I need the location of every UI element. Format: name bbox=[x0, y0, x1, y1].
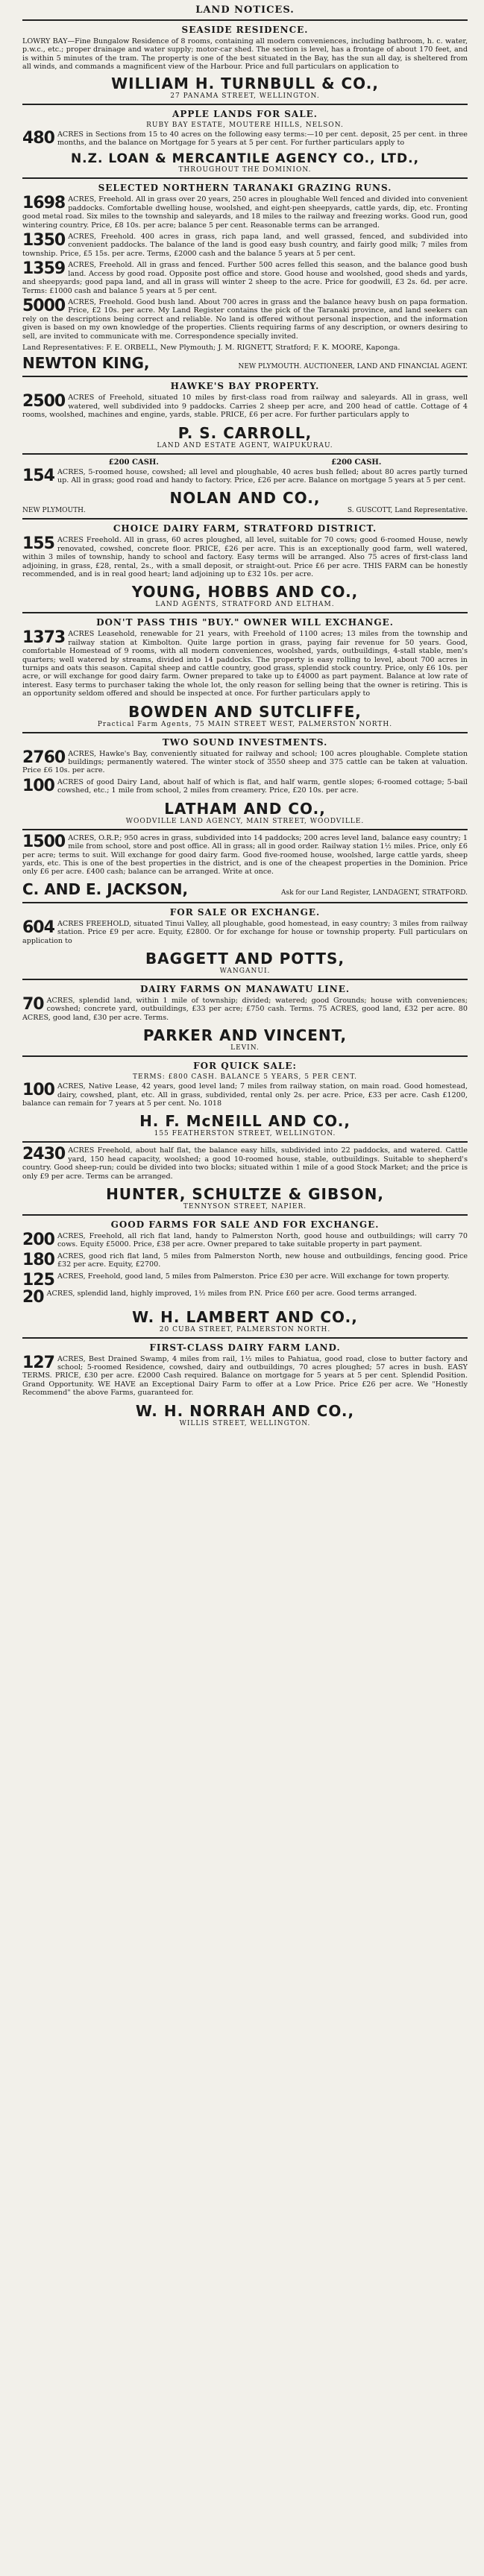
ad-title: SELECTED NORTHERN TARANAKI GRAZING RUNS. bbox=[98, 183, 392, 194]
land-representatives: Land Representatives: F. E. ORBELL, New Plymouth; J. M. RIGNETT, Stratford; F. K. MOORE, Kaponga. bbox=[22, 343, 400, 352]
ad-title: DON'T PASS THIS "BUY." OWNER WILL EXCHANGE. bbox=[96, 617, 394, 628]
agent-name: C. AND E. JACKSON, bbox=[22, 880, 189, 898]
listing bbox=[22, 233, 468, 258]
ad-body bbox=[22, 1082, 468, 1108]
ad-body bbox=[22, 468, 468, 485]
divider bbox=[22, 518, 468, 520]
agent-address: LAND AGENTS, STRATFORD AND ELTHAM. bbox=[155, 601, 335, 609]
ad-norrah bbox=[22, 1342, 468, 1427]
acreage: 180 bbox=[22, 1250, 54, 1269]
agent-address: THROUGHOUT THE DOMINION. bbox=[178, 166, 312, 174]
agent-name: YOUNG, HOBBS AND CO., bbox=[131, 583, 359, 602]
ad-body bbox=[22, 394, 468, 419]
listing bbox=[22, 1287, 468, 1307]
ad-body: LOWRY BAY—Fine Bungalow Residence of 8 rooms, containing all modern conveniences, including bathroom, h. c. water, p.w.c., etc.; proper drainage and water supply; motor-car shed. The section is level, has a frontage of about 170 feet, and is within 5 minutes of the tram. The property is one of the best situated in the Bay, has the sun all day, is sheltered from all winds, and commands a magnificent view of the Harbour. Price and full particulars on application to bbox=[22, 37, 468, 72]
ad-title: DAIRY FARMS ON MANAWATU LINE. bbox=[139, 983, 351, 994]
divider bbox=[22, 1337, 468, 1339]
ad-text: ACRES Freehold. All in grass, 60 acres ploughed, all level, suitable for 70 cows; good 6-roomed House, newly renovated, cowshed, concrete floor. PRICE, £26 per acre. This is an exceptionally good farm, well watered, within 3 miles of township, handy to school and factory. Easy terms will be arranged. Also 75 acres of first-class land adjoining, in grass, £28, rental, 2s., with a small deposit, or straight-out. Price £6 per acre. THIS FARM can be honestly recommended, and is in real good heart; land adjoining up to £32 10s. per acre. bbox=[22, 536, 468, 578]
acreage: 127 bbox=[22, 1353, 54, 1372]
agent-address: LEVIN. bbox=[230, 1044, 260, 1052]
agent-address: 27 PANAMA STREET, WELLINGTON. bbox=[170, 92, 320, 100]
listing bbox=[22, 298, 468, 341]
listing bbox=[22, 1232, 468, 1249]
acreage: 20 bbox=[22, 1287, 44, 1307]
listing bbox=[22, 1270, 468, 1289]
agent-name: W. H. LAMBERT AND CO., bbox=[132, 1307, 358, 1326]
agent-address: Ask for our Land Register, LANDAGENT, STRATFORD. bbox=[280, 888, 468, 897]
land-representative: S. GUSCOTT, Land Representative. bbox=[347, 507, 468, 515]
agent-sub-row bbox=[22, 507, 468, 514]
divider bbox=[22, 612, 468, 613]
ad-dont-pass bbox=[22, 617, 468, 727]
ad-title: FOR QUICK SALE: bbox=[193, 1061, 297, 1072]
divider bbox=[22, 453, 468, 455]
ad-apple-lands bbox=[22, 109, 468, 174]
divider bbox=[22, 732, 468, 733]
acreage: 1359 bbox=[22, 259, 66, 279]
agent-location: NEW PLYMOUTH. bbox=[22, 507, 86, 515]
ad-title: FOR SALE OR EXCHANGE. bbox=[169, 906, 321, 918]
ad-text: ACRES, 5-roomed house, cowshed; all level and ploughable, 40 acres bush felled; about 80 acres partly turned up. All in grass; good road and handy to factory. Price, £26 per acre. Balance on mortgage 5 years at 5 per cent. bbox=[57, 467, 468, 484]
acreage: 2430 bbox=[22, 1145, 66, 1164]
divider bbox=[22, 902, 468, 903]
acreage: 5000 bbox=[22, 296, 66, 315]
ad-title: GOOD FARMS FOR SALE AND FOR EXCHANGE. bbox=[110, 1219, 380, 1230]
agent-name: PARKER AND VINCENT, bbox=[142, 1026, 348, 1045]
ad-two-sound-investments bbox=[22, 737, 468, 825]
acreage: 1500 bbox=[22, 832, 66, 851]
divider bbox=[22, 1214, 468, 1216]
agent-name: NOLAN AND CO., bbox=[169, 489, 321, 508]
listing-text: ACRES, Freehold. Good bush land. About 700 acres in grass and the balance heavy bush on papa formation. Price, £2 10s. per acre. My Land Register contains the pick of the Taranaki province, and land seekers can rely on the descriptions being correct and reliable. No land is offered without personal inspection, and the information given is based on my own knowledge of the properties. Clients requiring farms of any description, or owners desiring to sell, are invited to communicate with me. Correspondence specially invited. bbox=[22, 297, 468, 341]
listing bbox=[22, 994, 468, 1022]
divider bbox=[22, 829, 468, 830]
cash-label: £200 CASH. bbox=[108, 458, 159, 467]
listing-text: ACRES, Freehold. All in grass over 20 years, 250 acres in ploughable Well fenced and divided into convenient paddocks. Comfortable dwelling house, woolshed, and eight-pen sheepyards, cattle yards, dip, etc. Fronting good metal road. Six miles to the township and saleyards, and 18 miles to the railway and freezing works. Good run, good wintering country. Price, £8 10s. per acre; balance 5 per cent. Reasonable terms can be arranged. bbox=[22, 195, 468, 230]
ad-body bbox=[22, 920, 468, 945]
ad-hunter-schultze-gibson bbox=[22, 1146, 468, 1210]
listing bbox=[22, 750, 468, 775]
ad-seaside-residence bbox=[22, 25, 468, 100]
divider bbox=[22, 177, 468, 179]
ad-title: HAWKE'S BAY PROPERTY. bbox=[170, 381, 320, 392]
divider bbox=[22, 104, 468, 105]
listing-text: ACRES, splendid land, highly improved, 1½ miles from P.N. Price £60 per acre. Good terms arranged. bbox=[46, 1289, 417, 1298]
agent-name: HUNTER, SCHULTZE & GIBSON, bbox=[106, 1185, 384, 1203]
acreage: 2500 bbox=[22, 392, 66, 411]
listing bbox=[22, 195, 468, 230]
agent-address: 20 CUBA STREET, PALMERSTON NORTH. bbox=[159, 1325, 331, 1333]
agent-address: WANGANUI. bbox=[219, 967, 271, 975]
acreage: 1698 bbox=[22, 194, 66, 213]
acreage: 125 bbox=[22, 1270, 54, 1289]
listing bbox=[22, 1252, 468, 1269]
cash-label: £200 CASH. bbox=[331, 458, 382, 467]
ad-text: ACRES FREEHOLD, situated Tinui Valley, all ploughable, good homestead, in easy country; 3 miles from railway station. Price £9 per acre. Equity, £2800. Or for exchange for house or township property. Full particulars on application to bbox=[22, 919, 468, 945]
agent-address: Practical Farm Agents, 75 MAIN STREET WEST, PALMERSTON NORTH. bbox=[97, 720, 393, 728]
listing-text: ACRES, Freehold, good land, 5 miles from Palmerston. Price £30 per acre. Will exchange for town property. bbox=[57, 1272, 450, 1281]
ad-body bbox=[22, 1355, 468, 1398]
agent-name: BOWDEN AND SUTCLIFFE, bbox=[128, 702, 362, 721]
acreage: 200 bbox=[22, 1231, 54, 1249]
ad-title: CHOICE DAIRY FARM, STRATFORD DISTRICT. bbox=[113, 523, 377, 534]
agent-name: BAGGETT AND POTTS, bbox=[145, 949, 345, 967]
acreage: 1373 bbox=[22, 628, 66, 648]
ad-lambert bbox=[22, 1219, 468, 1333]
cash-row bbox=[22, 458, 468, 467]
divider bbox=[22, 979, 468, 980]
ad-body bbox=[22, 130, 468, 148]
ad-mcneill bbox=[22, 1061, 468, 1137]
acreage: 100 bbox=[22, 1081, 54, 1100]
ad-text: ACRES in Sections from 15 to 40 acres on the following easy terms:—10 per cent. deposit, 25 per cent. in three months, and the balance on Mortgage for 5 years at 5 per cent. For further particulars apply to bbox=[57, 130, 468, 148]
divider bbox=[22, 376, 468, 377]
ad-stratford-dairy bbox=[22, 523, 468, 608]
acreage: 70 bbox=[22, 994, 44, 1014]
ad-hawkes-bay bbox=[22, 381, 468, 449]
agent-name: P. S. CARROLL, bbox=[177, 423, 312, 442]
ad-manawatu-dairy bbox=[22, 984, 468, 1052]
agent-name: LATHAM AND CO., bbox=[164, 799, 326, 818]
acreage: 2760 bbox=[22, 748, 66, 767]
ad-taranaki-runs bbox=[22, 183, 468, 372]
listing-text: ACRES of good Dairy Land, about half of which is flat, and half warm, gentle slopes; 6-roomed cottage; 5-bail cowshed, etc.; 1 mile from school, 2 miles from creamery. Price, £20 10s. per acre. bbox=[57, 777, 468, 795]
divider bbox=[22, 1141, 468, 1143]
ad-text: ACRES of Freehold, situated 10 miles by first-class road from railway and saleyards. All in grass, well watered, well subdivided into 9 paddocks. Carries 2 sheep per acre, and 200 head of cattle. Cottage of 4 rooms, woolshed, machines and engine, yards, stable. PRICE, £6 per acre. For further particulars apply to bbox=[22, 394, 468, 420]
agent-name: W. H. NORRAH AND CO., bbox=[135, 1401, 355, 1420]
listing bbox=[22, 261, 468, 295]
ad-subtitle: RUBY BAY ESTATE, MOUTERE HILLS, NELSON. bbox=[146, 121, 344, 129]
listing-text: ACRES, Freehold. 400 acres in grass, rich papa land, and well grassed, fenced, and subdivided into convenient paddocks. The balance of the land is good easy bush country, and fairly good milk; 7 miles from township. Price, £5 15s. per acre. Terms, £2000 cash and the balance 5 years at 5 per cent. bbox=[22, 233, 468, 258]
ad-title: FIRST-CLASS DAIRY FARM LAND. bbox=[149, 1342, 341, 1353]
ad-body bbox=[22, 630, 468, 698]
agent-name: H. F. McNEILL AND CO., bbox=[139, 1112, 351, 1131]
divider bbox=[22, 19, 468, 21]
ad-text: ACRES Freehold, about half flat, the balance easy hills, subdivided into 22 paddocks, and watered. Cattle yard, 150 head capacity, woolshed; a good 10-roomed house, stable, outbuildings. Suitable to shepherd's country. Good sheep-run; could be divided into two blocks; situated within 1 mile of a good Stock Market; and the price is only £9 per acre. Terms can be arranged. bbox=[22, 1146, 468, 1181]
listing-text: ACRES, Freehold. All in grass and fenced. Further 500 acres felled this season, and the balance good bush land. Access by good road. Opposite post office and store. Good house and woolshed, good sheds and yards, and sheepyards; good papa land, and all in grass will winter 2 sheep to the acre. Price for goodwill, £3 2s. 6d. per acre. Terms: £1000 cash and balance 5 years at 5 per cent. bbox=[22, 261, 468, 295]
ad-body bbox=[22, 1146, 468, 1181]
acreage: 1350 bbox=[22, 231, 66, 250]
page-header: LAND NOTICES. bbox=[195, 4, 295, 16]
ad-body bbox=[22, 834, 468, 877]
listing-text: ACRES, splendid land, within 1 mile of township; divided; watered; good Grounds; house with conveniences; cowshed; concrete yard, outbuildings, £33 per acre; £750 cash. Terms. 75 ACRES, good land, £32 per acre. 80 ACRES, good land, £30 per acre. Terms. bbox=[22, 996, 468, 1022]
ad-title: APPLE LANDS FOR SALE. bbox=[172, 108, 318, 119]
acreage: 604 bbox=[22, 918, 54, 937]
ad-title: TWO SOUND INVESTMENTS. bbox=[162, 736, 328, 748]
listing-text: ACRES, Freehold, all rich flat land, handy to Palmerston North, good house and outbuildings; will carry 70 cows. Equity £5000. Price, £38 per acre. Owner prepared to take suitable property in part payment. bbox=[57, 1232, 468, 1249]
listing bbox=[22, 778, 468, 795]
ad-body bbox=[22, 536, 468, 578]
agent-address: NEW PLYMOUTH. AUCTIONEER, LAND AND FINANCIAL AGENT. bbox=[238, 363, 468, 371]
acreage: 155 bbox=[22, 534, 54, 554]
acreage: 154 bbox=[22, 466, 54, 485]
acreage: 100 bbox=[22, 776, 54, 795]
acreage: 480 bbox=[22, 128, 54, 148]
ad-title: SEASIDE RESIDENCE. bbox=[181, 25, 309, 35]
listing-text: ACRES, Hawke's Bay, conveniently situated for railway and school; 100 acres ploughable. Complete station buildings; permanently watered. The winter stock of 3550 sheep and 375 cattle can be taken at valuation. Price £6 10s. per acre. bbox=[22, 749, 468, 775]
agent-row bbox=[22, 880, 468, 898]
ad-baggett-potts bbox=[22, 907, 468, 975]
agent-address: LAND AND ESTATE AGENT, WAIPUKURAU. bbox=[157, 441, 333, 449]
agent-name: N.Z. LOAN & MERCANTILE AGENCY CO., LTD., bbox=[70, 151, 420, 167]
ad-text: ACRES, O.R.P.; 950 acres in grass, subdivided into 14 paddocks; 200 acres level land, balance easy country; 1 mile from school, store and post office. All in grass; all in good order. Railway station 1½ miles. Price, only £6 per acre; terms to suit. Will exchange for good dairy farm. Good five-roomed house, woolshed, large cattle yards, sheep yards, etc. This is one of the best properties in the district, and is one of the cheapest properties in the Dominion. Price only £6 per acre. £400 cash; balance can be arranged. Write at once. bbox=[22, 833, 468, 877]
agent-address: WOODVILLE LAND AGENCY, MAIN STREET, WOODVILLE. bbox=[125, 817, 365, 825]
ad-number-tag: No. 1018 bbox=[188, 1099, 222, 1108]
divider bbox=[22, 1055, 468, 1057]
ad-jackson bbox=[22, 834, 468, 898]
agent-row bbox=[22, 354, 468, 372]
agent-address: WILLIS STREET, WELLINGTON. bbox=[179, 1419, 311, 1427]
agent-name: WILLIAM H. TURNBULL & CO., bbox=[111, 74, 379, 92]
agent-name: NEWTON KING, bbox=[22, 354, 150, 373]
agent-address: TENNYSON STREET, NAPIER. bbox=[183, 1203, 307, 1210]
ad-text: ACRES Leasehold, renewable for 21 years, with Freehold of 1100 acres; 13 miles from the township and railway station at Kimbolton. Quite large portion in grass, paying fair revenue for 50 years. Good, comfortable Homestead of 9 rooms, with all modern conveniences, woolshed, yards, outbuildings, 4-stall stable, men's quarters; well watered by streams, divided into 14 paddocks. The property is easy rolling to level, about 700 acres in turnips and oats this season. Capital sheep and cattle country, good grass, splendid stock country. Price, only £6 10s. per acre, or will exchange for good dairy farm. Owner prepared to take up to £4000 as part payment. Balance at low rate of interest. Easy terms to purchaser taking the whole lot, the only reason for selling being that the owner is retiring. This is an opportunity seldom offered and should be inspected at once. For further particulars apply to bbox=[22, 630, 468, 698]
agent-address: 155 FEATHERSTON STREET, WELLINGTON. bbox=[154, 1130, 336, 1138]
ad-text: ACRES, Best Drained Swamp, 4 miles from rail, 1½ miles to Pahiatua, good road, close to butter factory and school; 5-roomed Residence, cowshed, dairy and outbuildings, 70 acres ploughed; 57 acres in bush. EASY TERMS. PRICE, £30 per acre. £2000 Cash required. Balance on mortgage for 5 years at 5 per cent. Splendid Position. Grand Opportunity. WE HAVE an Exceptional Dairy Farm to offer at a Low Price. Price £26 per acre. We "Honestly Recommend" the above Farms, guaranteed for. bbox=[22, 1354, 468, 1398]
ad-text: ACRES, Native Lease, 42 years, good level land; 7 miles from railway station, on main road. Good homestead, dairy, cowshed, plant, etc. All in grass, subdivided, rental only 2s. per acre. Price, £33 per acre. Cash £1200, balance can remain for 7 years at 5 per cent. bbox=[22, 1082, 468, 1108]
ad-terms: TERMS: £800 CASH. BALANCE 5 YEARS, 5 PER CENT. bbox=[133, 1073, 357, 1082]
ad-nolan bbox=[22, 458, 468, 515]
listing-text: ACRES, good rich flat land, 5 miles from Palmerston North, new house and outbuildings, fencing good. Price £32 per acre. Equity, £2700. bbox=[57, 1251, 468, 1269]
